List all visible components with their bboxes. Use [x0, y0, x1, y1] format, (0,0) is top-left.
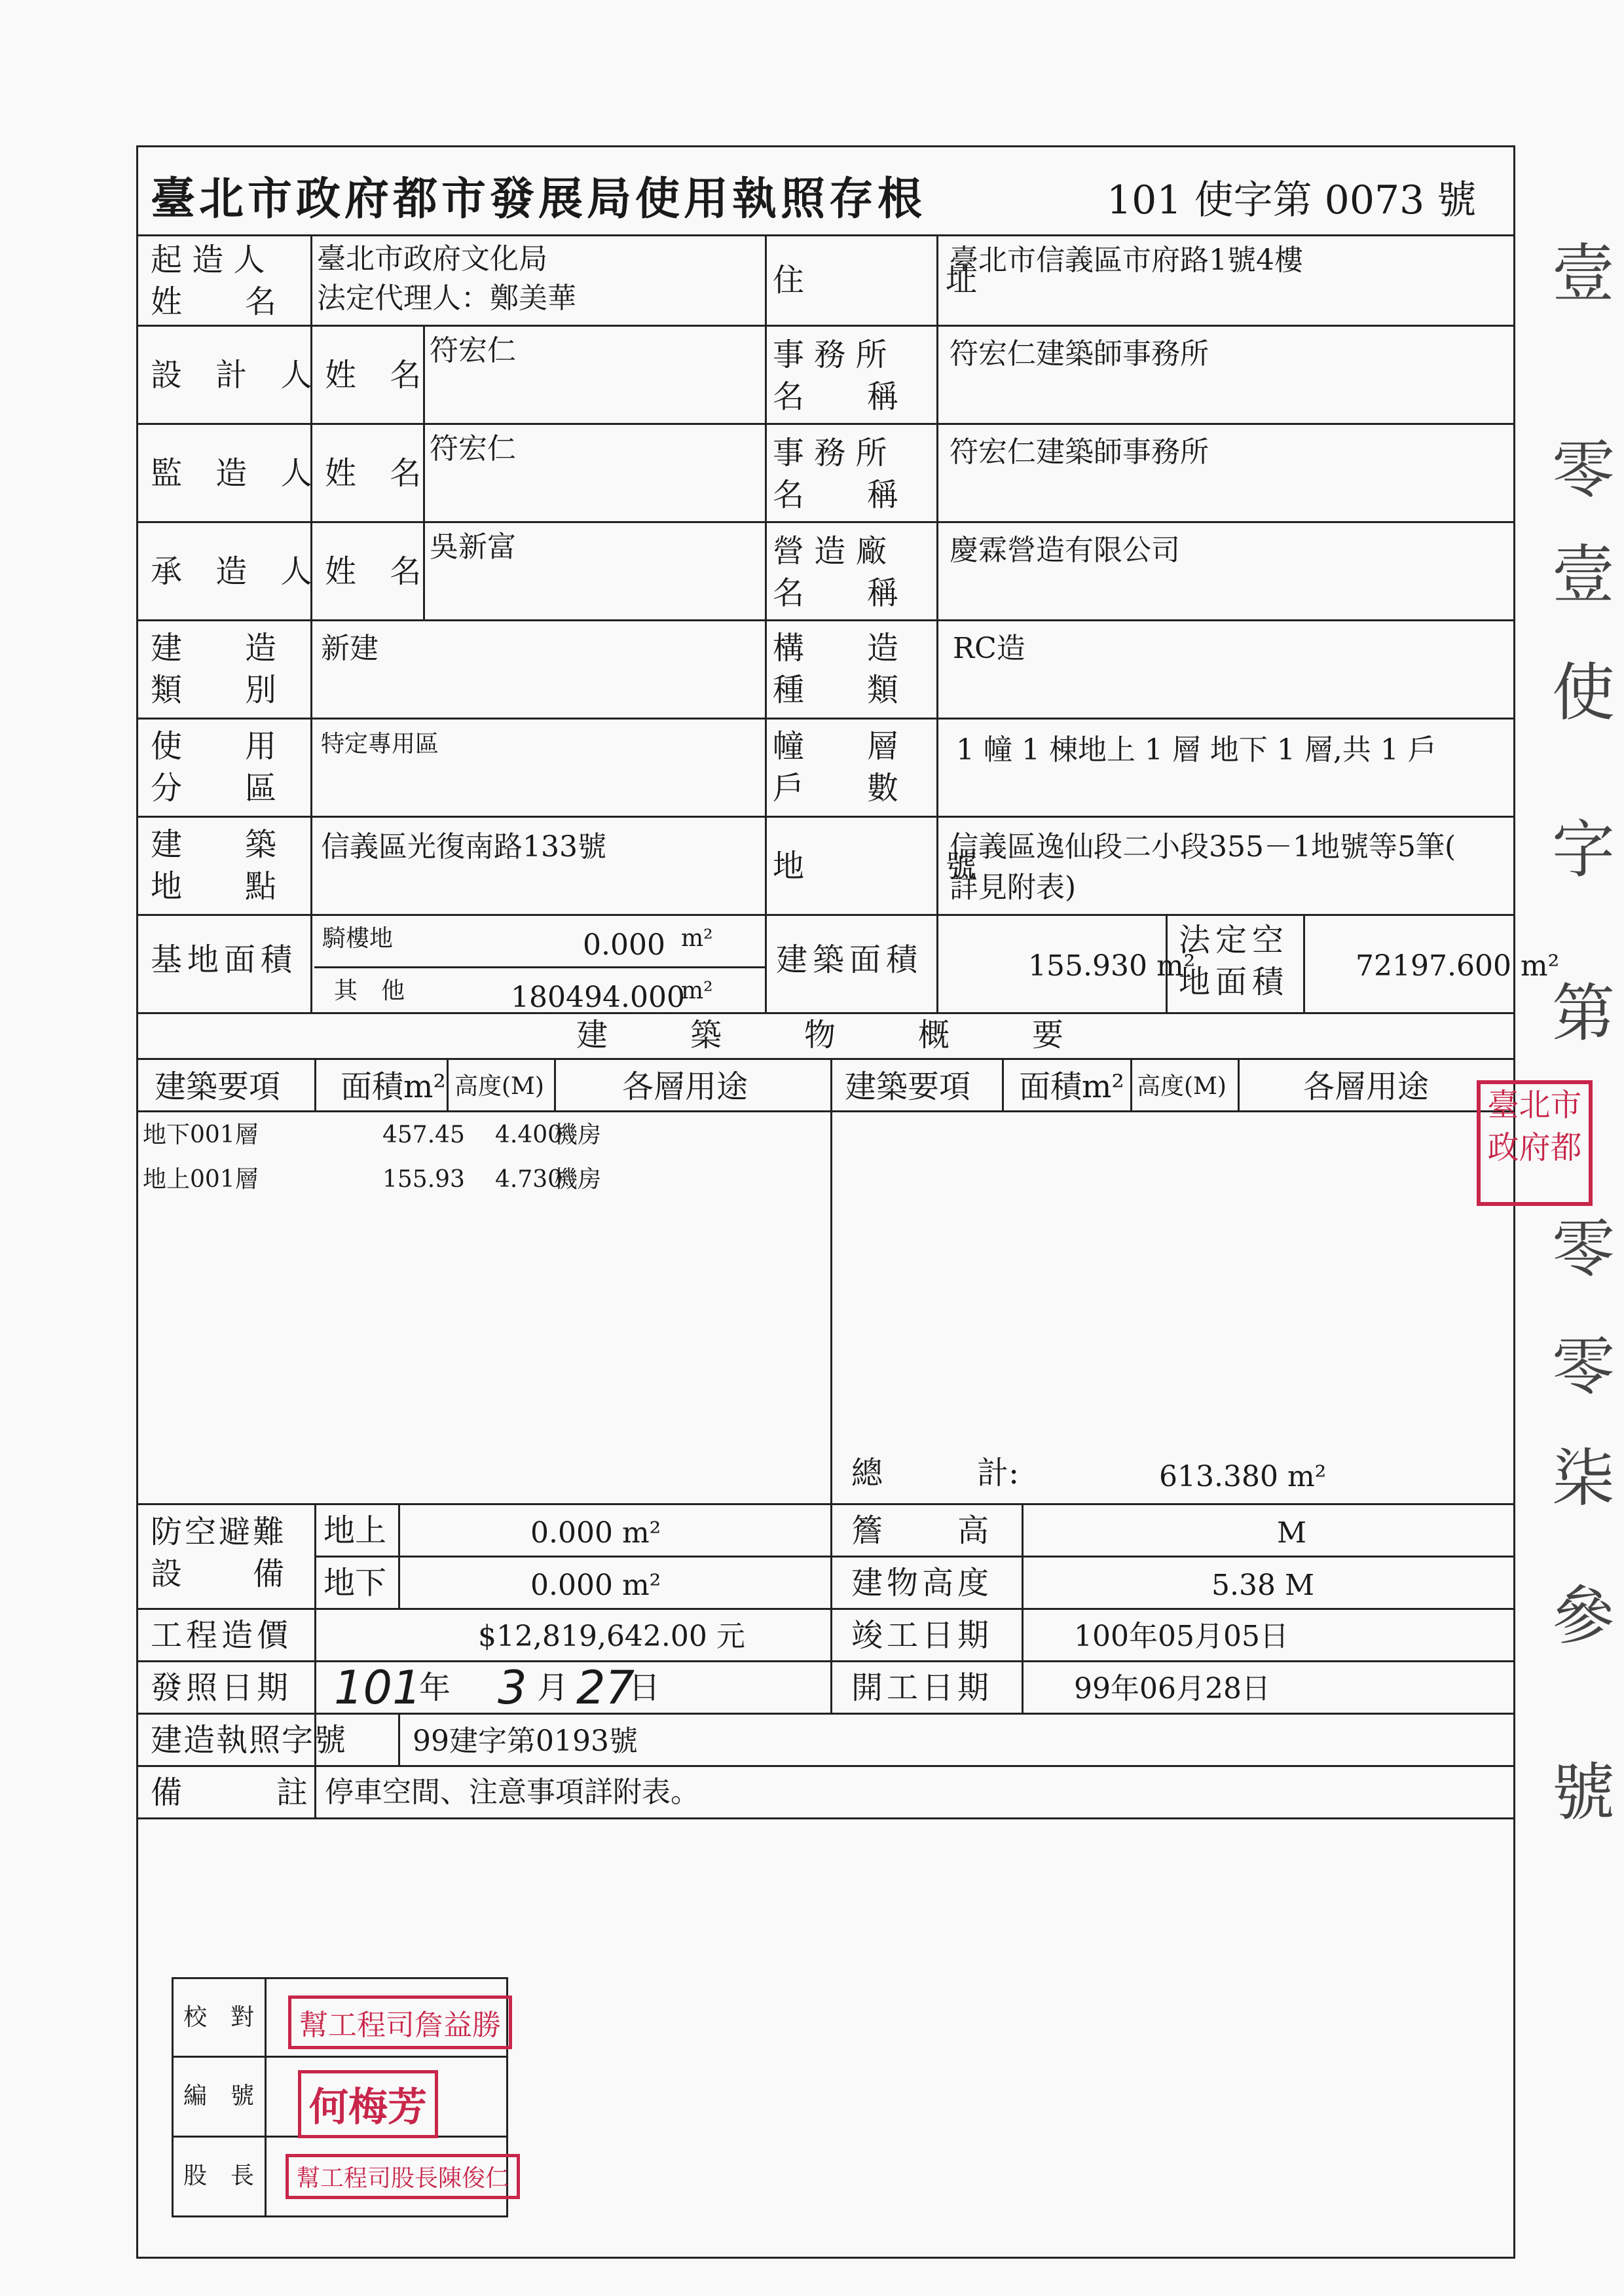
build-type-value: 新建 — [321, 632, 378, 665]
section-chief-stamp: 幫工程司股長陳俊仁 — [286, 2154, 520, 2199]
remarks-value: 停車空間、注意事項詳附表。 — [325, 1776, 699, 1809]
overview-header-use-right: 各層用途 — [1303, 1068, 1430, 1105]
applicant-representative: 法定代理人：鄭美華 — [317, 282, 576, 315]
contractor-name: 吳新富 — [430, 530, 516, 564]
eave-height-value: M — [1277, 1516, 1307, 1550]
lot-value-line2: 詳見附表) — [950, 871, 1077, 904]
structure-value: RC造 — [953, 632, 1025, 665]
shelter-below-label: 地下 — [323, 1565, 387, 1601]
building-height-label: 建物高度 — [851, 1565, 993, 1601]
overview-header-height-right: 高度(M) — [1137, 1073, 1227, 1100]
other-value: 180494.000 — [511, 981, 685, 1014]
designer-label: 設 計 人 — [151, 357, 324, 393]
building-area-value: 155.930 m² — [1028, 949, 1196, 983]
overview-header-area-left: 面積m² — [341, 1068, 446, 1105]
other-label: 其 他 — [334, 977, 405, 1004]
issue-month-handwritten: 3 — [498, 1661, 527, 1715]
location-label: 建 築 地 點 — [151, 826, 277, 905]
floor-item: 地下001層 — [143, 1121, 259, 1148]
open-space-value: 72197.600 m² — [1356, 949, 1560, 983]
arcade-label: 騎樓地 — [322, 925, 394, 952]
start-date-label: 開工日期 — [851, 1669, 993, 1706]
arcade-unit: m² — [681, 925, 713, 952]
location-value: 信義區光復南路133號 — [321, 830, 606, 864]
issue-month-unit: 月 — [537, 1669, 569, 1706]
remarks-label: 備 註 — [151, 1774, 308, 1811]
arcade-value: 0.000 — [583, 928, 665, 962]
floor-item: 地上001層 — [143, 1166, 259, 1193]
approval-chief-label: 股 長 — [183, 2162, 255, 2189]
open-space-label: 法定空 地面積 — [1179, 922, 1289, 1000]
contractor-name-label: 姓 名 — [325, 553, 434, 590]
address-value: 臺北市信義區市府路1號4樓 — [950, 244, 1303, 277]
contractor-company-label: 營 造 廠 名 稱 — [773, 533, 899, 611]
approval-number-label: 編 號 — [183, 2083, 255, 2109]
shelter-above-value: 0.000 m² — [530, 1516, 661, 1550]
contractor-label: 承 造 人 — [151, 553, 324, 590]
applicant-label: 起 造 人 姓 名 — [151, 242, 277, 320]
issue-day-handwritten: 27 — [576, 1661, 635, 1715]
supervisor-name-label: 姓 名 — [325, 455, 434, 492]
overview-header-use-left: 各層用途 — [622, 1068, 748, 1105]
cost-value: $12,819,642.00 元 — [478, 1620, 745, 1653]
completion-date-label: 竣工日期 — [851, 1617, 993, 1654]
supervisor-name: 符宏仁 — [430, 432, 516, 465]
issue-year-unit: 年 — [419, 1669, 451, 1706]
designer-name: 符宏仁 — [430, 334, 516, 367]
floor-height: 4.400 — [495, 1121, 563, 1148]
other-unit: m² — [681, 977, 713, 1004]
start-date-value: 99年06月28日 — [1074, 1672, 1270, 1705]
overview-header-item-right: 建築要項 — [845, 1068, 971, 1105]
official-seal: 臺北市 政府都 — [1477, 1080, 1593, 1206]
approval-proofread-label: 校 對 — [183, 2004, 255, 2031]
designer-name-label: 姓 名 — [325, 357, 434, 393]
supervisor-label: 監 造 人 — [151, 455, 324, 492]
overview-header-height-left: 高度(M) — [454, 1073, 544, 1100]
designer-office-label: 事 務 所 名 稱 — [773, 337, 899, 415]
building-height-value: 5.38 M — [1211, 1569, 1315, 1602]
shelter-below-value: 0.000 m² — [530, 1569, 661, 1602]
build-type-label: 建 造 類 別 — [151, 630, 277, 708]
floor-use: 機房 — [554, 1121, 602, 1148]
proofreader-stamp: 幫工程司詹益勝 — [288, 1995, 512, 2049]
total-label: 總 計: — [851, 1455, 1020, 1491]
floor-area: 155.93 — [382, 1166, 465, 1193]
overview-header-area-right: 面積m² — [1019, 1068, 1124, 1105]
site-area-label: 基地面積 — [151, 941, 298, 978]
supervisor-office-label: 事 務 所 名 稱 — [773, 435, 899, 513]
permit-number: 101 使字第 0073 號 — [1107, 177, 1477, 223]
shelter-above-label: 地上 — [323, 1512, 387, 1549]
overview-header-item-left: 建築要項 — [155, 1068, 281, 1105]
floor-height: 4.730 — [495, 1166, 563, 1193]
cost-label: 工程造價 — [151, 1617, 293, 1654]
numbering-stamp: 何梅芳 — [298, 2070, 438, 2138]
completion-date-value: 100年05月05日 — [1074, 1620, 1289, 1653]
construction-permit-value: 99建字第0193號 — [413, 1724, 638, 1758]
floors-label: 幢 層 戶 數 — [773, 728, 899, 807]
issue-day-unit: 日 — [629, 1669, 661, 1706]
floor-area: 457.45 — [382, 1121, 465, 1148]
floor-use: 機房 — [554, 1166, 602, 1193]
eave-height-label: 簷 高 — [851, 1512, 993, 1549]
structure-label: 構 造 種 類 — [773, 630, 899, 708]
issue-year-handwritten: 101 — [334, 1661, 422, 1715]
lot-value-line1: 信義區逸仙段二小段355－1地號等5筆( — [950, 830, 1456, 864]
issue-date-label: 發照日期 — [151, 1669, 293, 1706]
floors-value: 1 幢 1 棟地上 1 層 地下 1 層,共 1 戶 — [956, 733, 1437, 767]
total-value: 613.380 m² — [1159, 1460, 1327, 1493]
address-label: 住 址 — [773, 262, 1004, 299]
building-area-label: 建築面積 — [776, 941, 923, 978]
applicant-name: 臺北市政府文化局 — [317, 242, 547, 276]
lot-label: 地 號 — [773, 848, 1004, 884]
construction-permit-label: 建造執照字號 — [151, 1722, 348, 1758]
shelter-label: 防空避難 設 備 — [151, 1514, 287, 1592]
zoning-label: 使 用 分 區 — [151, 728, 277, 807]
contractor-company: 慶霖營造有限公司 — [950, 534, 1180, 567]
zoning-value: 特定專用區 — [321, 731, 439, 757]
designer-office: 符宏仁建築師事務所 — [950, 337, 1209, 371]
overview-heading: 建 築 物 概 要 — [576, 1017, 1071, 1053]
document-title: 臺北市政府都市發展局使用執照存根 — [151, 173, 927, 225]
supervisor-office: 符宏仁建築師事務所 — [950, 435, 1209, 469]
